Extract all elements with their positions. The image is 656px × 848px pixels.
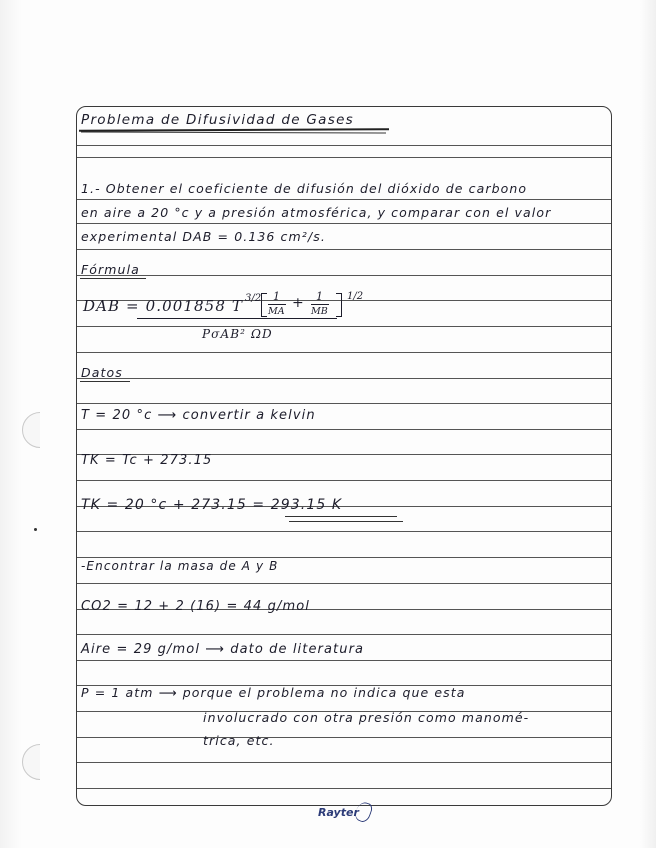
data-line-temperature: T = 20 °c ⟶ convertir a kelvin — [81, 408, 316, 423]
formula-label: Fórmula — [81, 262, 140, 277]
ink-dot — [34, 528, 37, 531]
ruled-line — [77, 557, 611, 558]
formula-exponent: 3/2 — [245, 293, 262, 304]
ruled-line — [77, 737, 611, 738]
data-line-find-mass: -Encontrar la masa de A y B — [81, 559, 279, 573]
title-underline — [81, 131, 386, 133]
formula-denominator: PσAB² ΩD — [202, 327, 273, 341]
ruled-line — [77, 634, 611, 635]
ruled-line — [77, 157, 611, 158]
ruled-line — [77, 429, 611, 430]
ruled-line — [77, 788, 611, 789]
problem-statement-line-1: 1.- Obtener el coeficiente de difusión del dióxido de carbono — [81, 181, 528, 196]
ruled-line — [77, 480, 611, 481]
ruled-line — [77, 660, 611, 661]
ruled-line — [77, 275, 611, 276]
ruled-line — [77, 326, 611, 327]
ruled-line — [77, 249, 611, 250]
formula-bracket-right — [336, 293, 342, 317]
data-line-kelvin-result: TK = 20 °c + 273.15 = 293.15 K — [81, 497, 343, 513]
ruled-line — [77, 403, 611, 404]
formula-term1-den: MA — [268, 306, 285, 317]
result-underline — [285, 516, 397, 517]
problem-statement-line-3: experimental DAB = 0.136 cm²/s. — [81, 229, 326, 244]
formula-term2-den: MB — [311, 306, 328, 317]
formula-bracket-left — [261, 293, 267, 317]
data-line-pressure: P = 1 atm ⟶ porque el problema no indica que esta — [81, 685, 466, 700]
data-label: Datos — [81, 365, 123, 380]
ruled-line — [77, 199, 611, 200]
formula-term2-num: 1 — [316, 290, 323, 303]
data-line-pressure-cont-2: trica, etc. — [203, 733, 275, 748]
data-label-underline — [80, 381, 130, 382]
formula-term1-bar — [268, 304, 286, 305]
page-title: Problema de Difusividad de Gases — [81, 112, 355, 128]
data-line-kelvin-formula: TK = Tc + 273.15 — [81, 453, 213, 468]
problem-statement-line-2: en aire a 20 °c y a presión atmosférica, y comparar con el valor — [81, 205, 552, 220]
formula-lhs: DAB = 0.001858 T — [83, 297, 243, 315]
ruled-line — [77, 762, 611, 763]
notebook-brand-logo: Rayter — [318, 806, 359, 819]
result-underline — [289, 521, 403, 522]
formula-term1-num: 1 — [273, 290, 280, 303]
ruled-line — [77, 352, 611, 353]
data-line-co2-mass: CO2 = 12 + 2 (16) = 44 g/mol — [81, 599, 311, 614]
data-line-air-mass: Aire = 29 g/mol ⟶ dato de literatura — [81, 642, 365, 657]
formula-plus: + — [292, 295, 304, 311]
data-line-pressure-cont-1: involucrado con otra presión como manomé- — [203, 710, 530, 725]
ruled-line — [77, 378, 611, 379]
ruled-line — [77, 223, 611, 224]
notebook-page — [76, 106, 612, 806]
ruled-line — [77, 145, 611, 146]
ruled-line — [77, 531, 611, 532]
formula-term2-bar — [311, 304, 329, 305]
formula-outer-exponent: 1/2 — [347, 291, 364, 302]
formula-label-underline — [80, 278, 146, 279]
formula-main-fraction-bar — [137, 318, 337, 319]
ruled-line — [77, 583, 611, 584]
